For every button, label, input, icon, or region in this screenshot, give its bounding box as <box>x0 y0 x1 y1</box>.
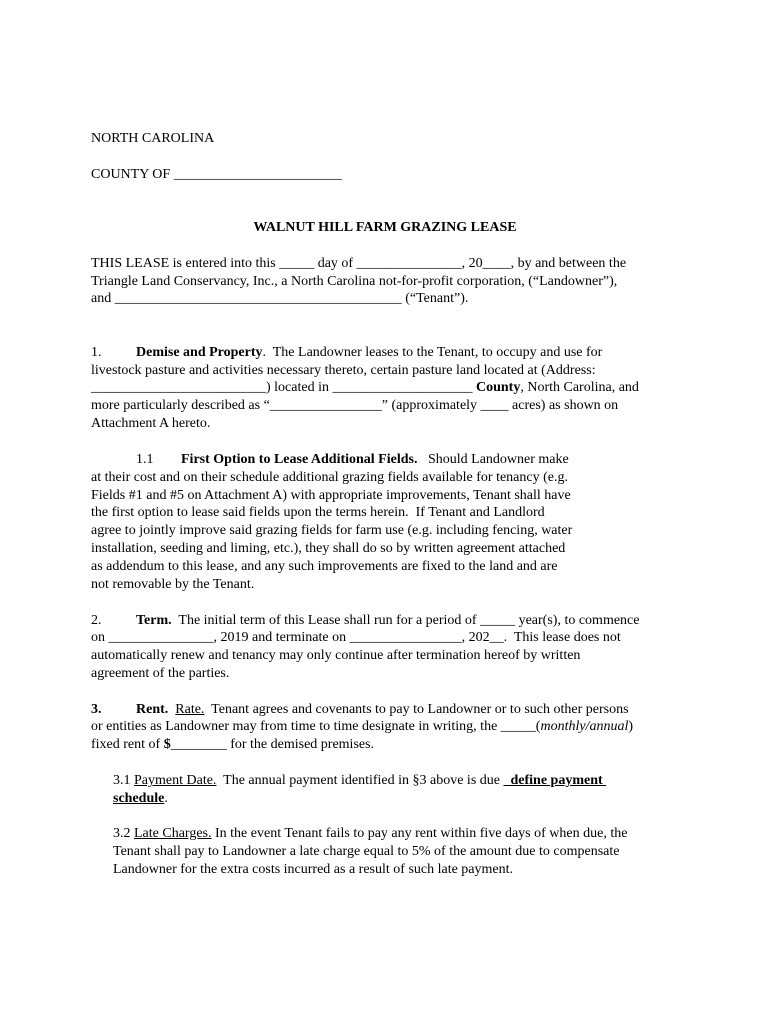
section-2-line-4: agreement of the parties. <box>91 666 230 681</box>
section-number: 3. <box>91 702 102 717</box>
section-number: 1.1 <box>136 452 154 467</box>
section-1-line-5: Attachment A hereto. <box>91 416 211 431</box>
section-2-line-3: automatically renew and tenancy may only continue after termination hereof by written <box>91 648 581 663</box>
section-1-1-line: installation, seeding and liming, etc.), they shall do so by written agreement attached <box>91 541 566 556</box>
rent-period: monthly/annual <box>540 719 629 734</box>
section-text: _________________________) located in ____________________ <box>91 380 476 395</box>
section-heading: Demise and Property <box>136 345 263 360</box>
section-text: ________ for the demised premises. <box>170 737 375 752</box>
intro-line-1: THIS LEASE is entered into this _____ day of _______________, 20____, by and between the <box>91 256 627 271</box>
intro-line-2: Triangle Land Conservancy, Inc., a North Carolina not-for-profit corporation, (“Landowner”), <box>91 274 618 289</box>
section-text: The initial term of this Lease shall run for a period of _____ year(s), to commence <box>171 613 640 628</box>
section-number: 3.1 <box>113 773 134 788</box>
county-blank: ________________________ <box>173 167 342 182</box>
section-text: fixed rent of <box>91 737 164 752</box>
county-bold: County <box>475 380 521 395</box>
section-heading: Rent. <box>136 702 169 717</box>
section-text: In the event Tenant fails to pay any rent within five days of when due, the <box>211 826 628 841</box>
state-heading: NORTH CAROLINA <box>91 131 215 146</box>
section-1-1-line: the first option to lease said fields upon the terms herein. If Tenant and Landlord <box>91 505 545 520</box>
section-text: The annual payment identified in §3 above is due <box>216 773 504 788</box>
payment-schedule-field: define payment <box>503 773 607 788</box>
document-title: WALNUT HILL FARM GRAZING LEASE <box>253 220 517 235</box>
section-number: 3.2 <box>113 826 134 841</box>
section-subheading: Late Charges. <box>134 826 212 841</box>
section-1-line-3 <box>91 379 639 397</box>
section-text: ) <box>628 719 634 734</box>
section-1-line-2: livestock pasture and activities necessary thereto, certain pasture land located at (Address: <box>91 363 596 378</box>
intro-line-3: and _________________________________________ (“Tenant”). <box>91 291 469 306</box>
section-3-2-line-1 <box>113 825 627 843</box>
payment-schedule-field: schedule <box>113 791 165 806</box>
section-heading: Term. <box>136 613 172 628</box>
section-heading: First Option to Lease Additional Fields. <box>181 452 418 467</box>
section-3-2-line-3: Landowner for the extra costs incurred as a result of such late payment. <box>113 862 514 877</box>
section-1-1-line: at their cost and on their schedule additional grazing fields available for tenancy (e.g. <box>91 470 568 485</box>
section-1-line-1 <box>91 344 602 362</box>
section-subheading: Rate. <box>175 702 205 717</box>
section-1-1-line: not removable by the Tenant. <box>91 577 255 592</box>
section-text: , North Carolina, and <box>520 380 639 395</box>
section-3-line-3 <box>91 736 374 754</box>
section-3-1-line-2 <box>113 790 168 808</box>
section-1-1-line: agree to jointly improve said grazing fields for farm use (e.g. including fencing, water <box>91 523 573 538</box>
section-number: 1. <box>91 345 102 360</box>
section-3-1-line-1 <box>113 772 606 790</box>
section-text: Should Landowner make <box>417 452 569 467</box>
section-3-line-2 <box>91 718 633 736</box>
section-3-2-line-2: Tenant shall pay to Landowner a late charge equal to 5% of the amount due to compensate <box>113 844 620 859</box>
section-text: . <box>164 791 168 806</box>
dollar-sign: $ <box>163 737 171 752</box>
section-2-line-2: on _______________, 2019 and terminate on ________________, 202__. This lease does not <box>91 630 621 645</box>
section-1-1-line: as addendum to this lease, and any such improvements are fixed to the land and are <box>91 559 558 574</box>
section-3-line-1 <box>91 701 629 719</box>
section-2-line-1 <box>91 612 639 630</box>
county-label: COUNTY OF <box>91 167 171 182</box>
section-text: or entities as Landowner may from time to time designate in writing, the _____( <box>91 719 541 734</box>
section-1-1-line-1 <box>91 451 569 469</box>
section-text: . The Landowner leases to the Tenant, to occupy and use for <box>262 345 603 360</box>
section-number: 2. <box>91 613 102 628</box>
section-subheading: Payment Date. <box>134 773 217 788</box>
section-1-1-line: Fields #1 and #5 on Attachment A) with appropriate improvements, Tenant shall have <box>91 488 571 503</box>
county-line <box>91 166 342 184</box>
section-text: Tenant agrees and covenants to pay to Landowner or to such other persons <box>204 702 629 717</box>
section-1-line-4: more particularly described as “________________” (approximately ____ acres) as shown on <box>91 398 619 413</box>
